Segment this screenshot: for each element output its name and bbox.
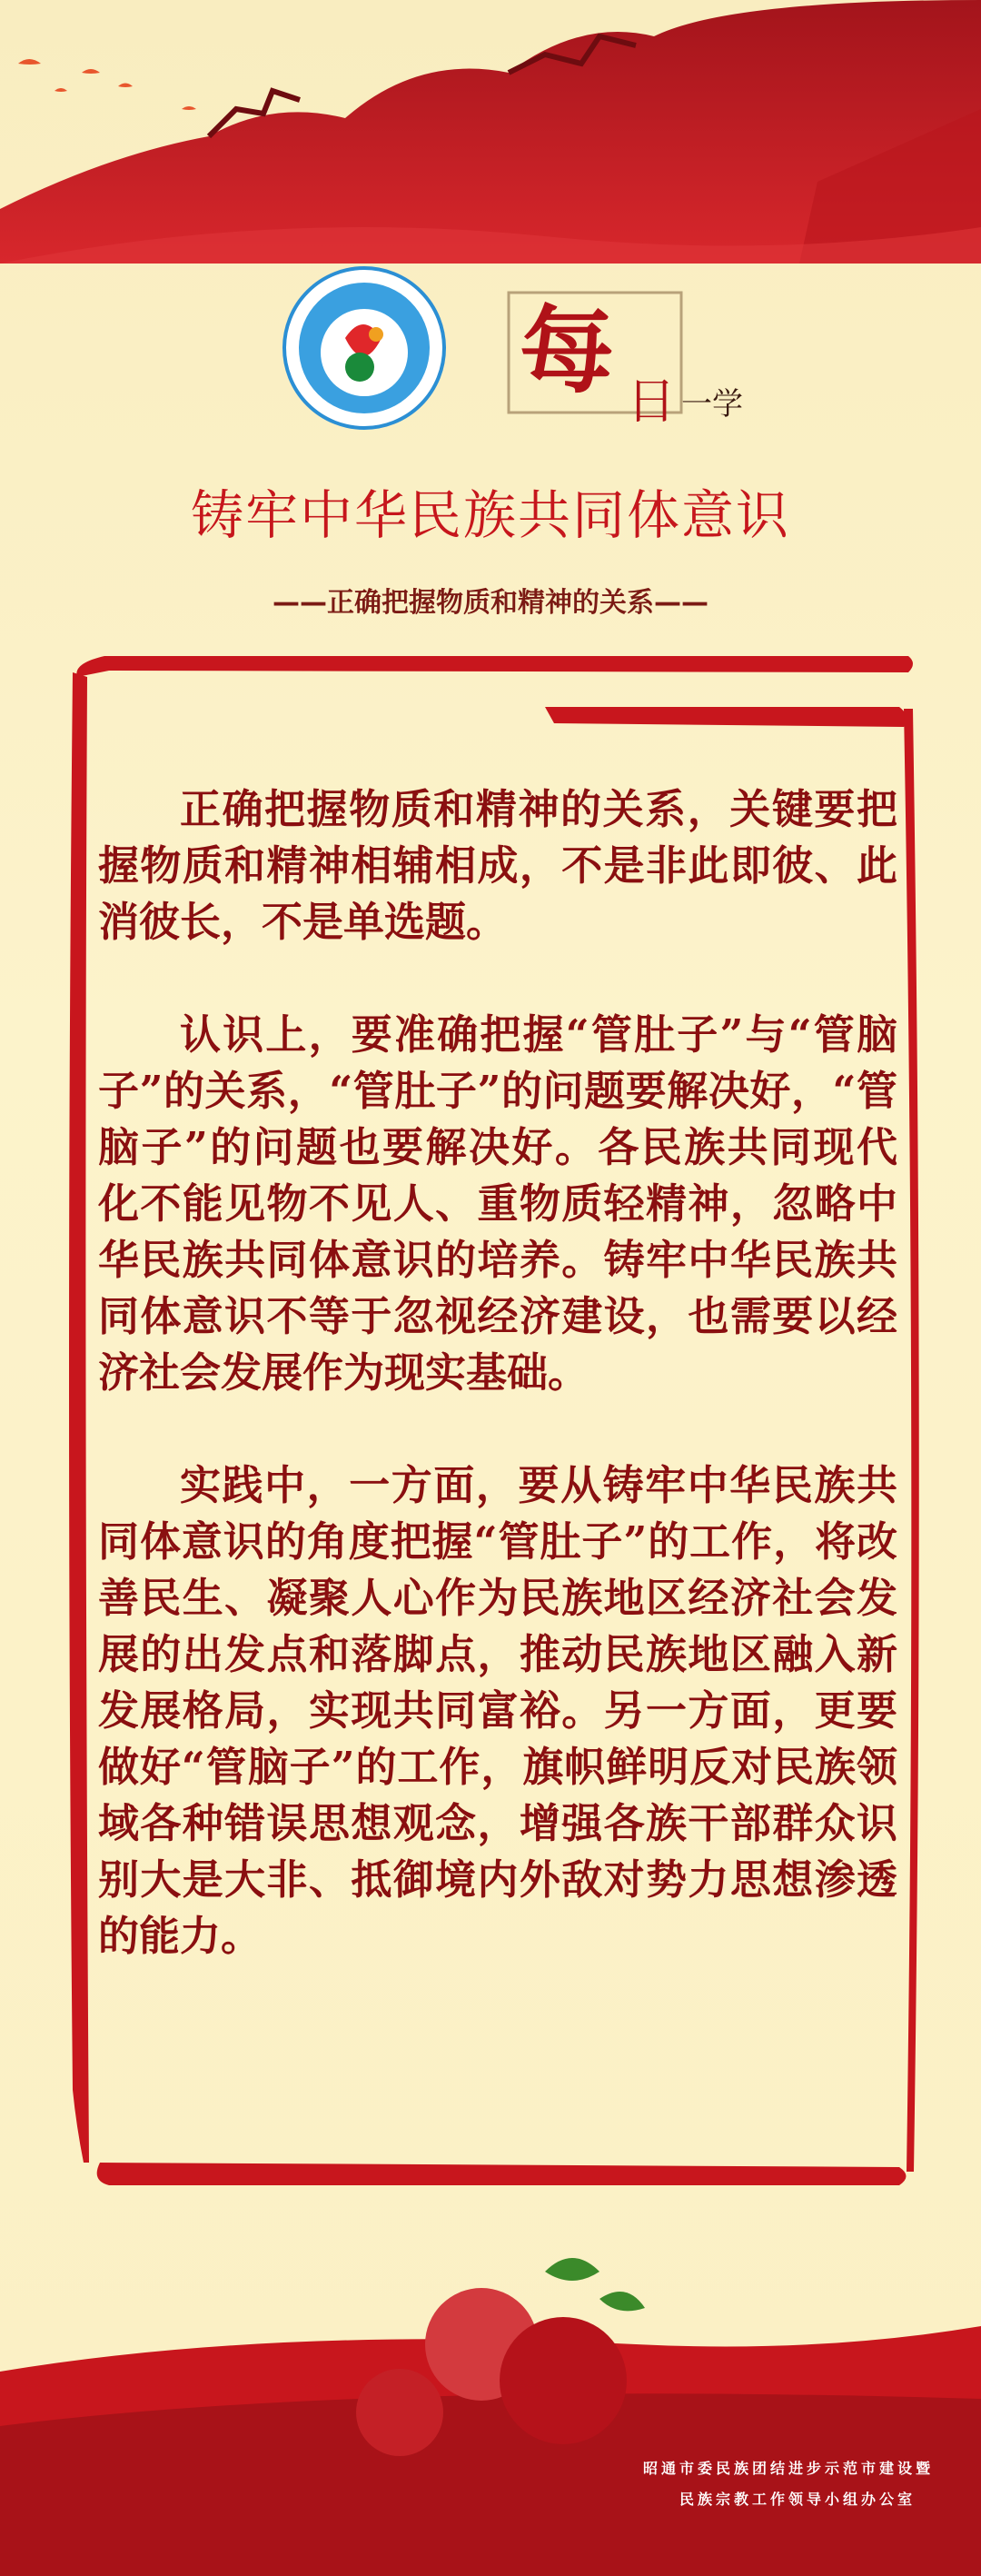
paragraph-1: 正确把握物质和精神的关系，关键要把握物质和精神相辅相成，不是非此即彼、此消彼长，不是单选题。 xyxy=(98,785,897,946)
article-body xyxy=(98,781,897,2021)
great-wall-banner xyxy=(0,0,981,264)
pomegranate-footer-art xyxy=(0,2244,981,2576)
paragraph-3: 实践中，一方面，要从铸牢中华民族共同体意识的角度把握“管肚子”的工作，将改善民生、凝聚人心作为民族地区经济社会发展的出发点和落脚点，推动民族地区融入新发展格局，实现共同富裕。另一方面，更要做好“管脑子”的工作，旗帜鲜明反对民族领域各种错误思想观念，增强各族干部群众识别大是大非、抵御境内外敌对势力思想渗透的能力。 xyxy=(98,1461,897,1960)
daily-small-char: 日 xyxy=(627,373,676,430)
page-title: 铸牢中华民族共同体意识 xyxy=(190,484,790,546)
daily-big-char: 每 xyxy=(520,294,615,406)
paragraph-2: 认识上，要准确把握“管肚子”与“管脑子”的关系，“管肚子”的问题要解决好，“管脑子”的问题也要解决好。各民族共同现代化不能见物不见人、重物质轻精神，忽略中华民族共同体意识的培养。铸牢中华民族共同体意识不等于忽视经济建设，也需要以经济社会发展作为现实基础。 xyxy=(98,1010,897,1397)
daily-study-badge xyxy=(500,282,763,436)
daily-tail: 一学 xyxy=(681,386,743,423)
footer-organization xyxy=(643,2453,934,2515)
zhaotong-logo xyxy=(282,265,447,431)
page-subtitle: ——正确把握物质和精神的关系—— xyxy=(272,587,708,619)
footer-line-1: 昭通市委民族团结进步示范市建设暨 xyxy=(642,2460,934,2477)
footer-line-2: 民族宗教工作领导小组办公室 xyxy=(679,2491,916,2508)
